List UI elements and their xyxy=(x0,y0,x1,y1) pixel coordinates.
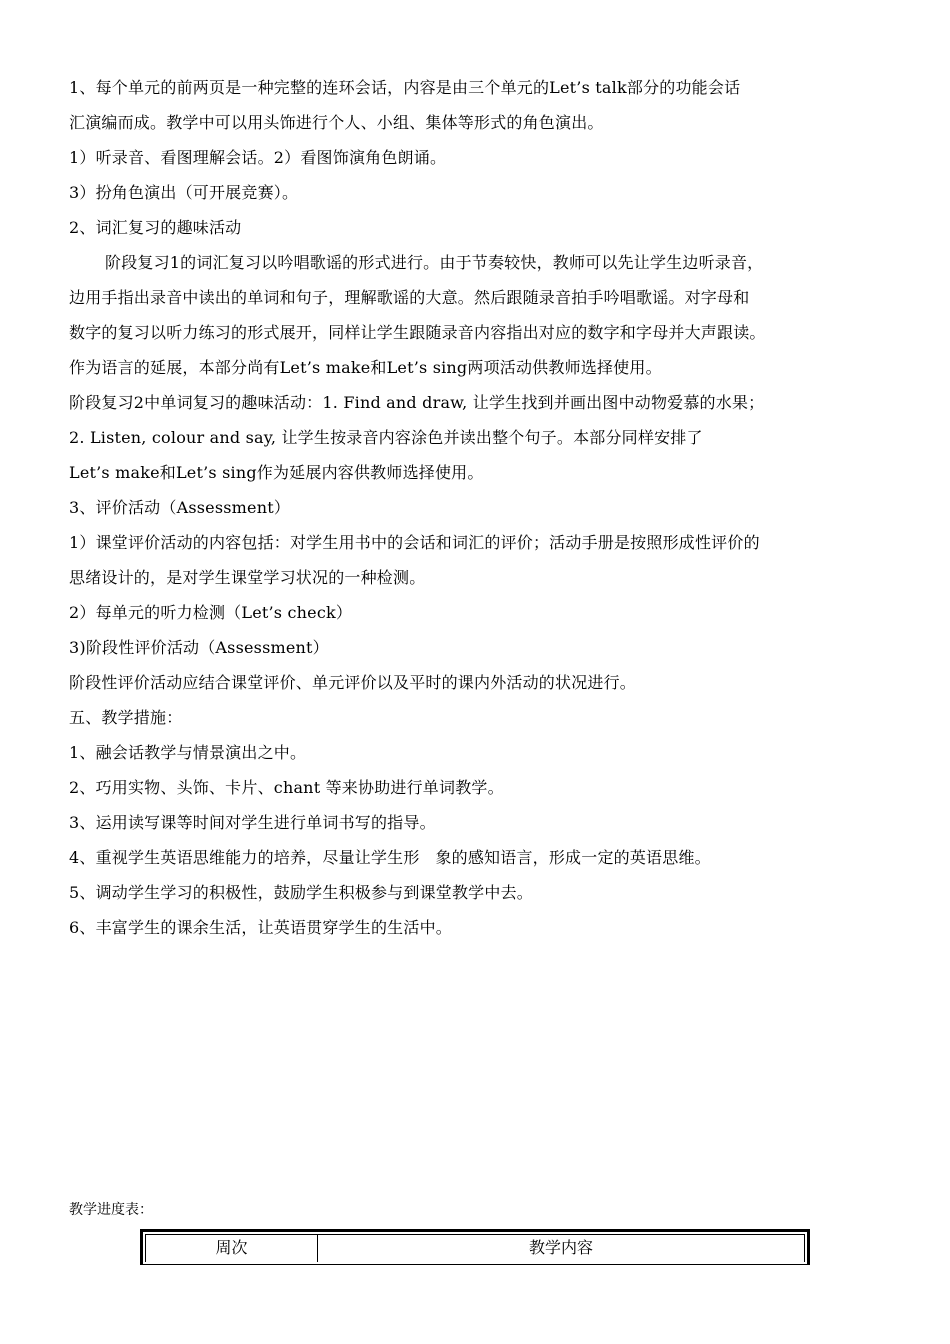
paragraph-line: 3)阶段性评价活动（Assessment） xyxy=(69,638,329,657)
paragraph-line: 数字的复习以听力练习的形式展开，同样让学生跟随录音内容指出对应的数字和字母并大声跟读。 xyxy=(69,323,766,342)
paragraph-line: 2）每单元的听力检测（Let’s check） xyxy=(69,603,353,622)
list-item: 4、重视学生英语思维能力的培养，尽量让学生形 象的感知语言，形成一定的英语思维。 xyxy=(69,848,711,867)
paragraph-line: 1、每个单元的前两页是一种完整的连环会话，内容是由三个单元的Let’s talk部分的功能会话 xyxy=(69,78,741,97)
header-content: 教学内容 xyxy=(528,1238,593,1257)
paragraph-line: 阶段复习1的词汇复习以吟唱歌谣的形式进行。由于节奏较快，教师可以先让学生边听录音， xyxy=(105,253,764,272)
list-item: 2、巧用实物、头饰、卡片、chant 等来协助进行单词教学。 xyxy=(69,778,504,797)
list-item: 3、运用读写课等时间对学生进行单词书写的指导。 xyxy=(69,813,436,832)
paragraph-line: 作为语言的延展，本部分尚有Let’s make和Let’s sing两项活动供教师选择使用。 xyxy=(69,358,662,377)
section-heading: 五、教学措施： xyxy=(69,708,183,727)
section-heading: 3、评价活动（Assessment） xyxy=(69,498,291,517)
document-body xyxy=(69,70,889,945)
list-item: 1、融会话教学与情景演出之中。 xyxy=(69,743,307,762)
paragraph-line: 思绪设计的，是对学生课堂学习状况的一种检测。 xyxy=(69,568,426,587)
section-heading: 2、词汇复习的趣味活动 xyxy=(69,218,242,237)
list-item: 5、调动学生学习的积极性，鼓励学生积极参与到课堂教学中去。 xyxy=(69,883,533,902)
paragraph-line: 阶段复习2中单词复习的趣味活动：1. Find and draw, 让学生找到并画出图中动物爱慕的水果； xyxy=(69,393,765,412)
paragraph-line: 2. Listen, colour and say, 让学生按录音内容涂色并读出整个句子。本部分同样安排了 xyxy=(69,428,703,447)
paragraph-line: 3）扮角色演出（可开展竞赛）。 xyxy=(69,183,299,202)
progress-table xyxy=(140,1229,810,1265)
paragraph-line: 边用手指出录音中读出的单词和句子，理解歌谣的大意。然后跟随录音拍手吟唱歌谣。对字母和 xyxy=(69,288,750,307)
list-item: 6、丰富学生的课余生活，让英语贯穿学生的生活中。 xyxy=(69,918,452,937)
header-week: 周次 xyxy=(146,1235,318,1262)
paragraph-line: 阶段性评价活动应结合课堂评价、单元评价以及平时的课内外活动的状况进行。 xyxy=(69,673,637,692)
paragraph-line: 汇演编而成。教学中可以用头饰进行个人、小组、集体等形式的角色演出。 xyxy=(69,113,604,132)
paragraph-line: Let’s make和Let’s sing作为延展内容供教师选择使用。 xyxy=(69,463,484,482)
paragraph-line: 1）听录音、看图理解会话。2）看图饰演角色朗诵。 xyxy=(69,148,447,167)
progress-table-label: 教学进度表： xyxy=(69,1202,153,1218)
table-header-row xyxy=(145,1234,805,1262)
paragraph-line: 1）课堂评价活动的内容包括：对学生用书中的会话和词汇的评价；活动手册是按照形成性评价的 xyxy=(69,533,760,552)
